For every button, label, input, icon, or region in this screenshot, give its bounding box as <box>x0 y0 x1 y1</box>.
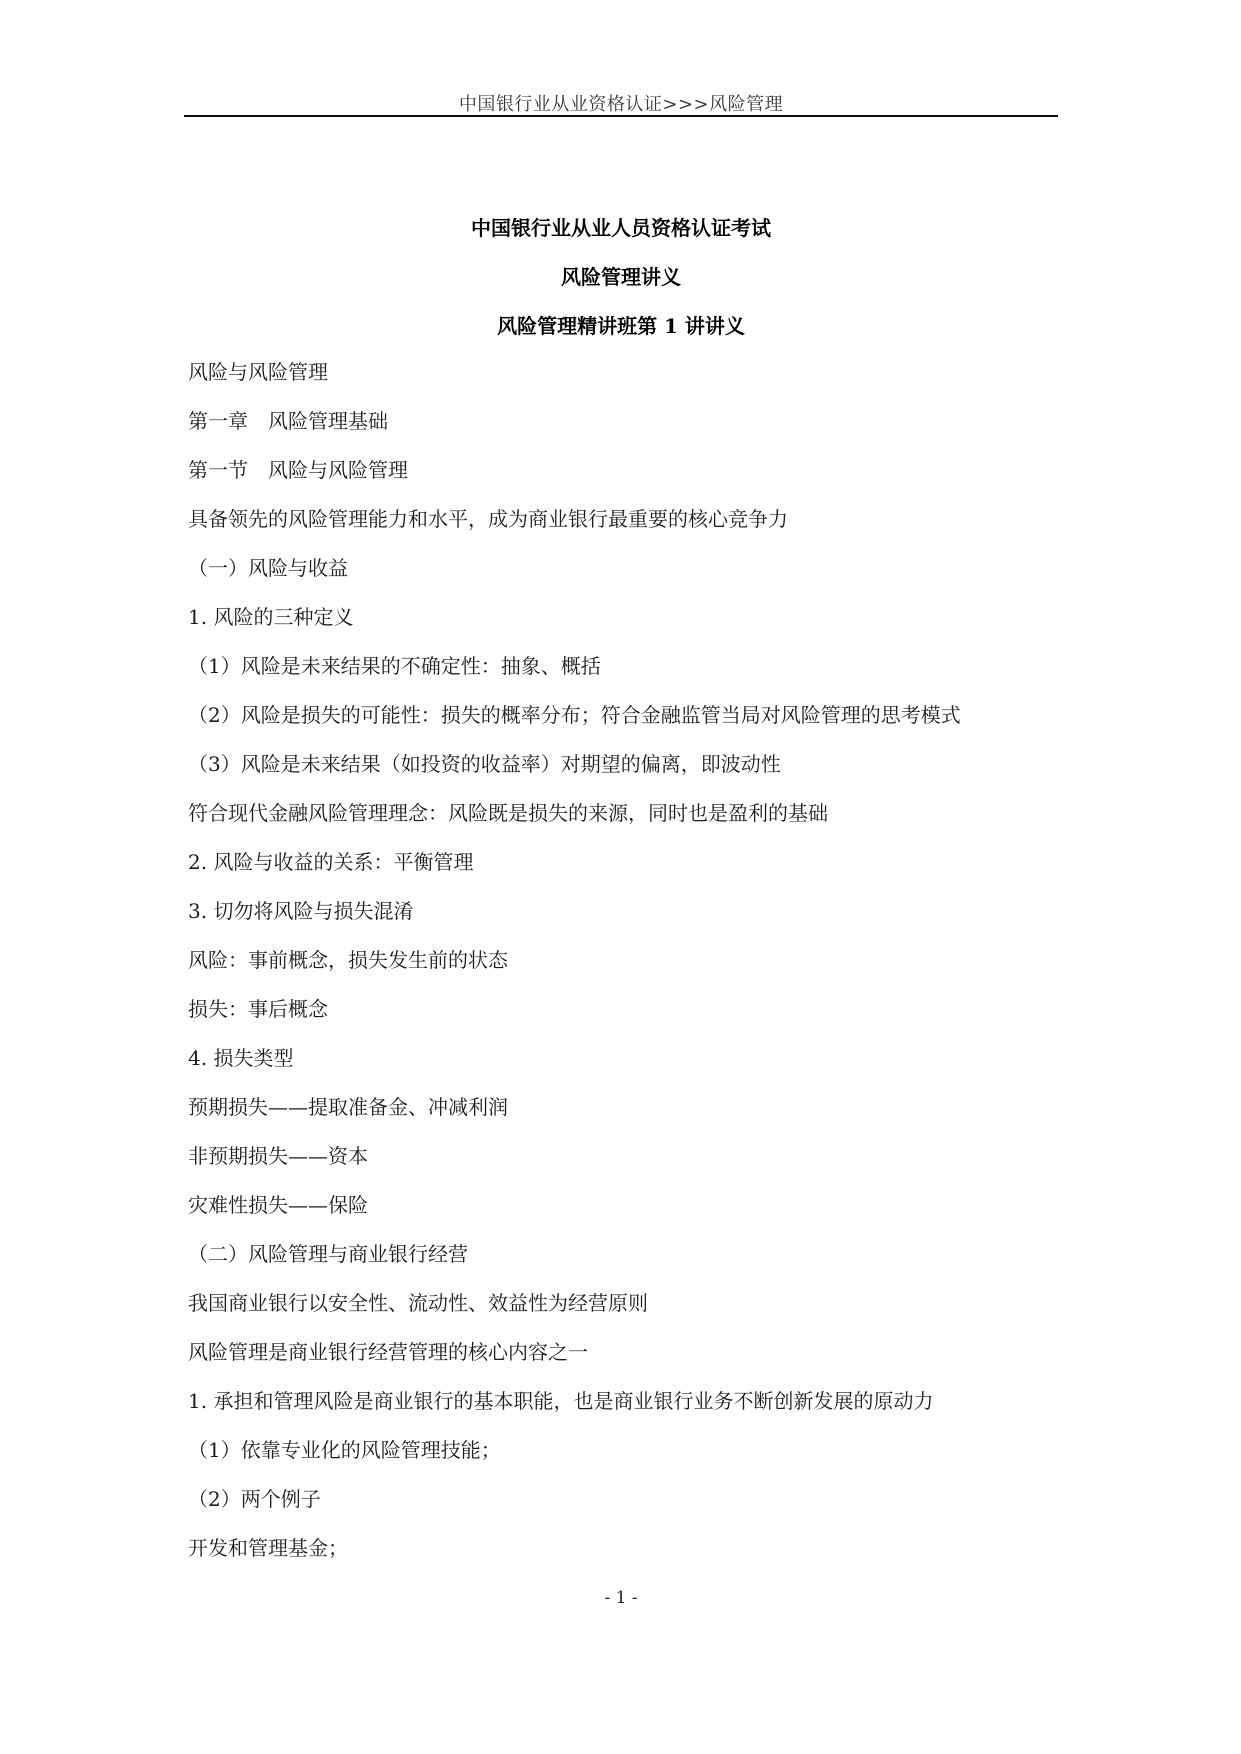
header-divider <box>184 115 1058 117</box>
paragraph-line: （一）风险与收益 <box>188 556 348 580</box>
paragraph-line: 预期损失——提取准备金、冲减利润 <box>188 1095 508 1119</box>
paragraph-line: 风险与风险管理 <box>188 360 328 384</box>
paragraph-line: 风险：事前概念，损失发生前的状态 <box>188 948 508 972</box>
paragraph-line: （2）两个例子 <box>188 1487 321 1511</box>
paragraph-line: 灾难性损失——保险 <box>188 1193 368 1217</box>
paragraph-line: 我国商业银行以安全性、流动性、效益性为经营原则 <box>188 1291 648 1315</box>
paragraph-line: 1. 风险的三种定义 <box>188 605 354 629</box>
paragraph-line: 第一章 风险管理基础 <box>188 409 388 433</box>
body-text <box>188 357 1058 1582</box>
paragraph-line: 1. 承担和管理风险是商业银行的基本职能，也是商业银行业务不断创新发展的原动力 <box>188 1389 934 1413</box>
paragraph-line: （1）依靠专业化的风险管理技能； <box>188 1438 501 1462</box>
document-subtitle: 风险管理讲义 <box>561 265 681 289</box>
lecture-title: 风险管理精讲班第 1 讲讲义 <box>497 314 745 338</box>
paragraph-line: （二）风险管理与商业银行经营 <box>188 1242 468 1266</box>
paragraph-line: （3）风险是未来结果（如投资的收益率）对期望的偏离，即波动性 <box>188 752 781 776</box>
page-number: - 1 - <box>604 1588 638 1608</box>
paragraph-line: 损失：事后概念 <box>188 997 328 1021</box>
paragraph-line: （1）风险是未来结果的不确定性：抽象、概括 <box>188 654 601 678</box>
paragraph-line: 风险管理是商业银行经营管理的核心内容之一 <box>188 1340 588 1364</box>
paragraph-line: 2. 风险与收益的关系：平衡管理 <box>188 850 474 874</box>
paragraph-line: 3. 切勿将风险与损失混淆 <box>188 899 414 923</box>
paragraph-line: 非预期损失——资本 <box>188 1144 368 1168</box>
document-title: 中国银行业从业人员资格认证考试 <box>471 216 771 240</box>
paragraph-line: 第一节 风险与风险管理 <box>188 458 408 482</box>
running-header: 中国银行业从业资格认证>>>风险管理 <box>458 94 784 115</box>
paragraph-line: 开发和管理基金； <box>188 1536 348 1560</box>
paragraph-line: 4. 损失类型 <box>188 1046 294 1070</box>
paragraph-line: 具备领先的风险管理能力和水平，成为商业银行最重要的核心竞争力 <box>188 507 788 531</box>
paragraph-line: 符合现代金融风险管理理念：风险既是损失的来源，同时也是盈利的基础 <box>188 801 828 825</box>
paragraph-line: （2）风险是损失的可能性：损失的概率分布；符合金融监管当局对风险管理的思考模式 <box>188 703 961 727</box>
